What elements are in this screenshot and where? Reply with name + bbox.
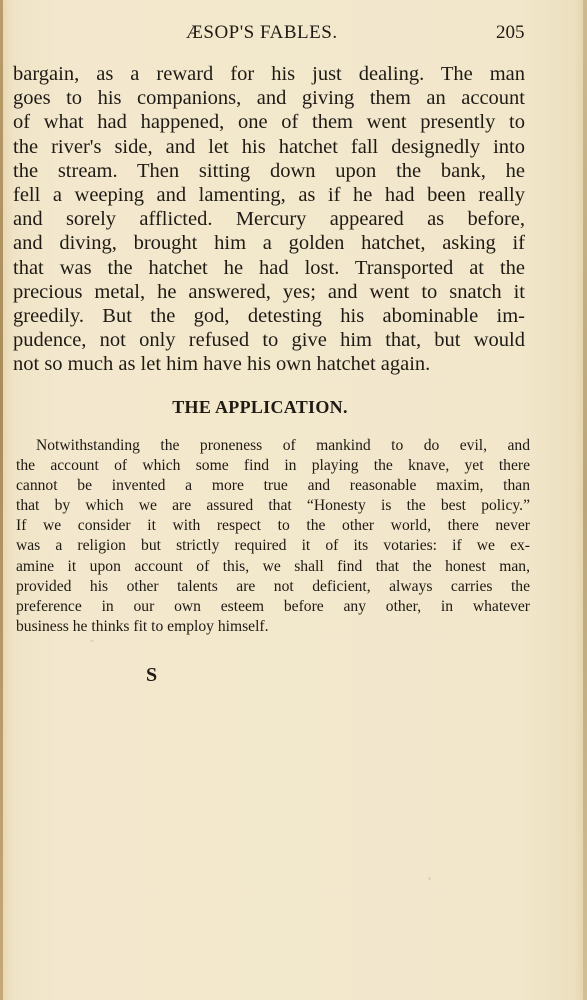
- text-line: fell a weeping and lamenting, as if he had been really: [13, 183, 525, 206]
- text-line: that was the hatchet he had lost. Transported at the: [13, 256, 525, 279]
- paper-stain: [90, 640, 94, 642]
- text-line: not so much as let him have his own hatchet again.: [13, 353, 431, 376]
- application-text: [16, 436, 530, 637]
- text-line: was a religion but strictly required it of its votaries: if we ex-: [16, 537, 530, 555]
- page-edge-left: [0, 0, 3, 1000]
- text-line: goes to his companions, and giving them an account: [13, 87, 525, 110]
- page-edge-right: [583, 0, 587, 1000]
- text-line: precious metal, he answered, yes; and went to snatch it: [13, 280, 525, 303]
- running-head: [0, 22, 587, 48]
- text-line: amine it upon account of this, we shall find that the honest man,: [16, 557, 530, 575]
- paper-stain: [428, 877, 431, 880]
- text-line: If we consider it with respect to the other world, there never: [16, 517, 530, 535]
- running-title: ÆSOP'S FABLES.: [186, 22, 338, 43]
- text-line: Notwithstanding the proneness of mankind to do evil, and: [36, 437, 530, 454]
- text-line: provided his other talents are not deficient, always carries the: [16, 577, 530, 595]
- text-line: greedily. But the god, detesting his abominable im-: [13, 304, 525, 327]
- text-line: and sorely afflicted. Mercury appeared as before,: [13, 208, 525, 231]
- text-line: the account of which some find in playing the knave, yet there: [16, 457, 530, 475]
- text-line: business he thinks fit to employ himself.: [16, 617, 269, 635]
- text-line: pudence, not only refused to give him that, but would: [13, 329, 525, 352]
- signature-mark: S: [146, 664, 158, 686]
- text-line: preference in our own esteem before any other, in whatever: [16, 597, 530, 615]
- page-number: 205: [496, 22, 525, 43]
- text-line: the river's side, and let his hatchet fall designedly into: [13, 135, 525, 158]
- text-line: of what had happened, one of them went presently to: [13, 111, 525, 134]
- section-heading: THE APPLICATION.: [172, 397, 348, 417]
- text-line: the stream. Then sitting down upon the bank, he: [13, 159, 525, 182]
- fable-text: [13, 62, 525, 376]
- text-line: bargain, as a reward for his just dealing. The man: [13, 63, 525, 85]
- text-line: cannot be invented a more true and reasonable maxim, than: [16, 477, 530, 495]
- text-line: that by which we are assured that “Honesty is the best policy.”: [16, 497, 530, 515]
- text-line: and diving, brought him a golden hatchet, asking if: [13, 232, 525, 255]
